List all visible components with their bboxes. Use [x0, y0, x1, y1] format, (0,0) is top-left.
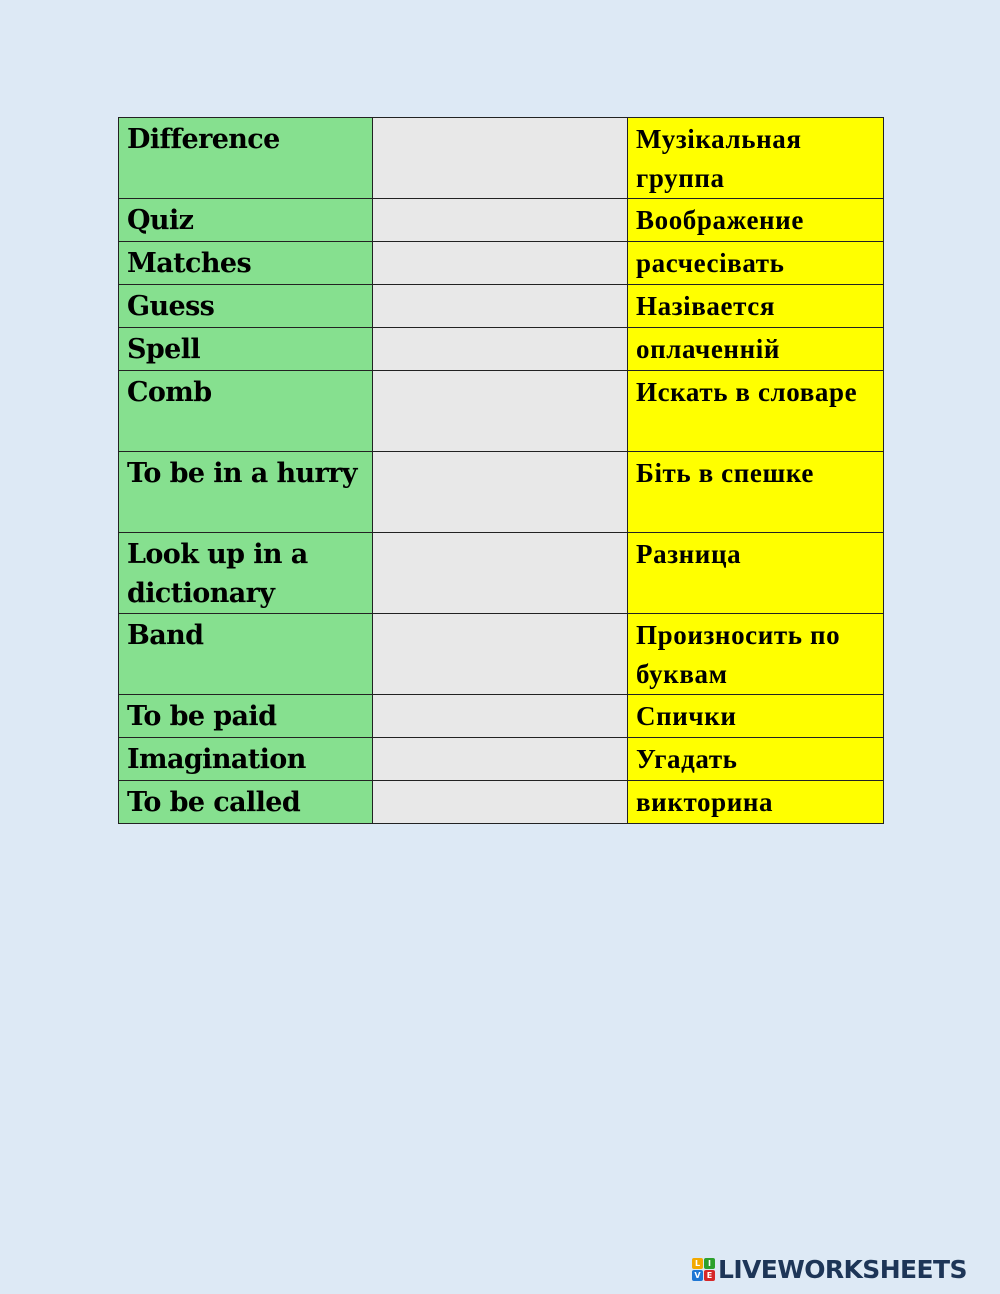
term-cell: Band: [119, 614, 373, 695]
translation-cell: викторина: [628, 781, 884, 824]
answer-cell[interactable]: [373, 242, 628, 285]
answer-cell[interactable]: [373, 614, 628, 695]
answer-input[interactable]: [381, 373, 619, 451]
table-row: [119, 371, 884, 452]
translation-cell: Музікальная группа: [628, 118, 884, 199]
translation-cell: Спички: [628, 695, 884, 738]
term-cell: To be paid: [119, 695, 373, 738]
table-row: [119, 285, 884, 328]
badge-letter: V: [692, 1270, 703, 1281]
answer-cell[interactable]: [373, 533, 628, 614]
translation-cell: Искать в словаре: [628, 371, 884, 452]
answer-input[interactable]: [381, 330, 619, 370]
answer-input[interactable]: [381, 454, 619, 532]
translation-cell: Біть в спешке: [628, 452, 884, 533]
term-cell: Imagination: [119, 738, 373, 781]
answer-cell[interactable]: [373, 695, 628, 738]
translation-cell: Назівается: [628, 285, 884, 328]
answer-cell[interactable]: [373, 285, 628, 328]
table-row: [119, 328, 884, 371]
answer-cell[interactable]: [373, 781, 628, 824]
badge-letter: I: [704, 1258, 715, 1269]
table-row: [119, 781, 884, 824]
answer-input[interactable]: [381, 120, 619, 198]
answer-input[interactable]: [381, 616, 619, 694]
table-row: [119, 738, 884, 781]
term-cell: Difference: [119, 118, 373, 199]
answer-cell[interactable]: [373, 371, 628, 452]
term-cell: To be in a hurry: [119, 452, 373, 533]
answer-cell[interactable]: [373, 328, 628, 371]
term-cell: Comb: [119, 371, 373, 452]
answer-cell[interactable]: [373, 199, 628, 242]
translation-cell: оплаченній: [628, 328, 884, 371]
table-row: [119, 614, 884, 695]
term-cell: To be called: [119, 781, 373, 824]
translation-cell: Разница: [628, 533, 884, 614]
answer-input[interactable]: [381, 201, 619, 241]
term-cell: Look up in a dictionary: [119, 533, 373, 614]
badge-letter: L: [692, 1258, 703, 1269]
table-row: [119, 695, 884, 738]
translation-cell: Угадать: [628, 738, 884, 781]
answer-input[interactable]: [381, 740, 619, 780]
liveworksheets-logo: [692, 1255, 967, 1283]
answer-cell[interactable]: [373, 738, 628, 781]
translation-cell: расчесівать: [628, 242, 884, 285]
answer-cell[interactable]: [373, 452, 628, 533]
answer-input[interactable]: [381, 697, 619, 737]
answer-cell[interactable]: [373, 118, 628, 199]
answer-input[interactable]: [381, 244, 619, 284]
table-body: [119, 118, 884, 824]
table-row: [119, 199, 884, 242]
logo-text: LIVEWORKSHEETS: [718, 1254, 967, 1284]
table-row: [119, 118, 884, 199]
answer-input[interactable]: [381, 535, 619, 613]
matching-table: [118, 117, 884, 824]
translation-cell: Воображение: [628, 199, 884, 242]
term-cell: Spell: [119, 328, 373, 371]
term-cell: Matches: [119, 242, 373, 285]
answer-input[interactable]: [381, 287, 619, 327]
table-row: [119, 533, 884, 614]
term-cell: Guess: [119, 285, 373, 328]
term-cell: Quiz: [119, 199, 373, 242]
badge-letter: E: [704, 1270, 715, 1281]
live-badge-icon: [692, 1258, 715, 1281]
translation-cell: Произносить по буквам: [628, 614, 884, 695]
table-row: [119, 242, 884, 285]
answer-input[interactable]: [381, 783, 619, 823]
table-row: [119, 452, 884, 533]
